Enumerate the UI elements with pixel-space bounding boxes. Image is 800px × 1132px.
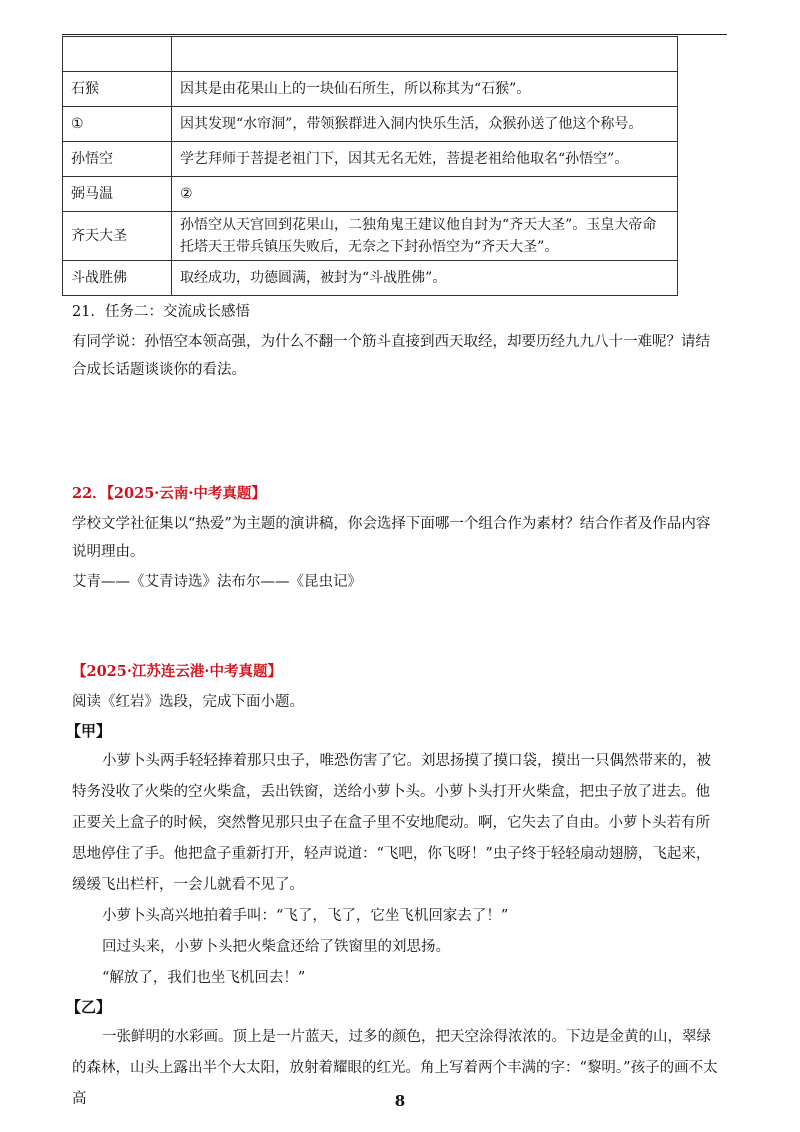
name-table <box>62 36 678 296</box>
q21-title: 21．任务二：交流成长感悟 <box>72 304 250 320</box>
desc-cell: 因其发现“水帘洞”，带领猴群进入洞内快乐生活，众猴孙送了他这个称号。 <box>172 107 678 142</box>
name-cell: 弼马温 <box>63 177 172 212</box>
passage-a <box>72 746 724 994</box>
name-cell: 齐天大圣 <box>63 212 172 261</box>
q22-number: 22． <box>72 485 107 502</box>
page-number: 8 <box>394 1092 406 1110</box>
desc-cell: 取经成功，功德圆满，被封为“斗战胜佛”。 <box>172 261 678 296</box>
table-row <box>63 142 678 177</box>
desc-cell: 因其是由花果山上的一块仙石所生，所以称其为“石猴”。 <box>172 72 678 107</box>
desc-cell: 孙悟空从天宫回到花果山，二独角鬼王建议他自封为“齐天大圣”。玉皇大帝命托塔天王带兵镇压失败后，无奈之下封孙悟空为“齐天大圣”。 <box>172 212 678 261</box>
q22-tag: 【2025·云南·中考真题】 <box>106 485 266 502</box>
q22-body: 学校文学社征集以“热爱”为主题的演讲稿，你会选择下面哪一个组合作为素材？结合作者及作品内容说明理由。 <box>72 516 711 560</box>
name-cell: 斗战胜佛 <box>63 261 172 296</box>
table-row <box>63 212 678 261</box>
reading-tag: 【2025·江苏连云港·中考真题】 <box>72 663 282 680</box>
passage-a-label: 【甲】 <box>66 722 112 740</box>
desc-cell: 学艺拜师于菩提老祖门下，因其无名无姓，菩提老祖给他取名“孙悟空”。 <box>172 142 678 177</box>
passage-paragraph: 小萝卜头高兴地拍着手叫：“飞了，飞了，它坐飞机回家去了！” <box>102 908 509 924</box>
desc-cell: ② <box>172 177 678 212</box>
name-cell: ① <box>63 107 172 142</box>
table-row <box>63 261 678 296</box>
passage-paragraph: 回过头来，小萝卜头把火柴盒还给了铁窗里的刘思扬。 <box>102 939 450 955</box>
passage-paragraph: 一张鲜明的水彩画。顶上是一片蓝天，过多的颜色，把天空涂得浓浓的。下边是金黄的山，翠绿的森林，山头上露出半个大太阳，放射着耀眼的红光。角上写着两个丰满的字：“黎明。”孩子的画不太高 <box>72 1029 718 1107</box>
table-row <box>63 177 678 212</box>
name-cell: 石猴 <box>63 72 172 107</box>
passage-paragraph: 小萝卜头两手轻轻捧着那只虫子，唯恐伤害了它。刘思扬摸了摸口袋，摸出一只偶然带来的，被特务没收了火柴的空火柴盒，丢出铁窗，送给小萝卜头。小萝卜头打开火柴盒，把虫子放了进去。他正要关上盒子的时候，突然瞥见那只虫子在盒子里不安地爬动。啊，它失去了自由。小萝卜头若有所思地停住了手。他把盒子重新打开，轻声说道：“飞吧，你飞呀！”虫子终于轻轻扇动翅膀，飞起来，缓缓飞出栏杆，一会儿就看不见了。 <box>72 753 711 893</box>
reading-intro: 阅读《红岩》选段，完成下面小题。 <box>72 694 304 710</box>
top-rule <box>62 34 727 35</box>
table-row <box>63 72 678 107</box>
desc-cell <box>172 37 678 72</box>
name-cell <box>63 37 172 72</box>
q21-body: 有同学说：孙悟空本领高强，为什么不翻一个筋斗直接到西天取经，却要历经九九八十一难呢？请结合成长话题谈谈你的看法。 <box>72 334 710 378</box>
passage-paragraph: “解放了，我们也坐飞机回去！” <box>102 970 306 986</box>
passage-b-label: 【乙】 <box>66 998 112 1016</box>
q22-options: 艾青——《艾青诗选》法布尔——《昆虫记》 <box>72 574 362 590</box>
q22-heading <box>72 480 722 508</box>
table-row <box>63 37 678 72</box>
table-row <box>63 107 678 142</box>
name-cell: 孙悟空 <box>63 142 172 177</box>
